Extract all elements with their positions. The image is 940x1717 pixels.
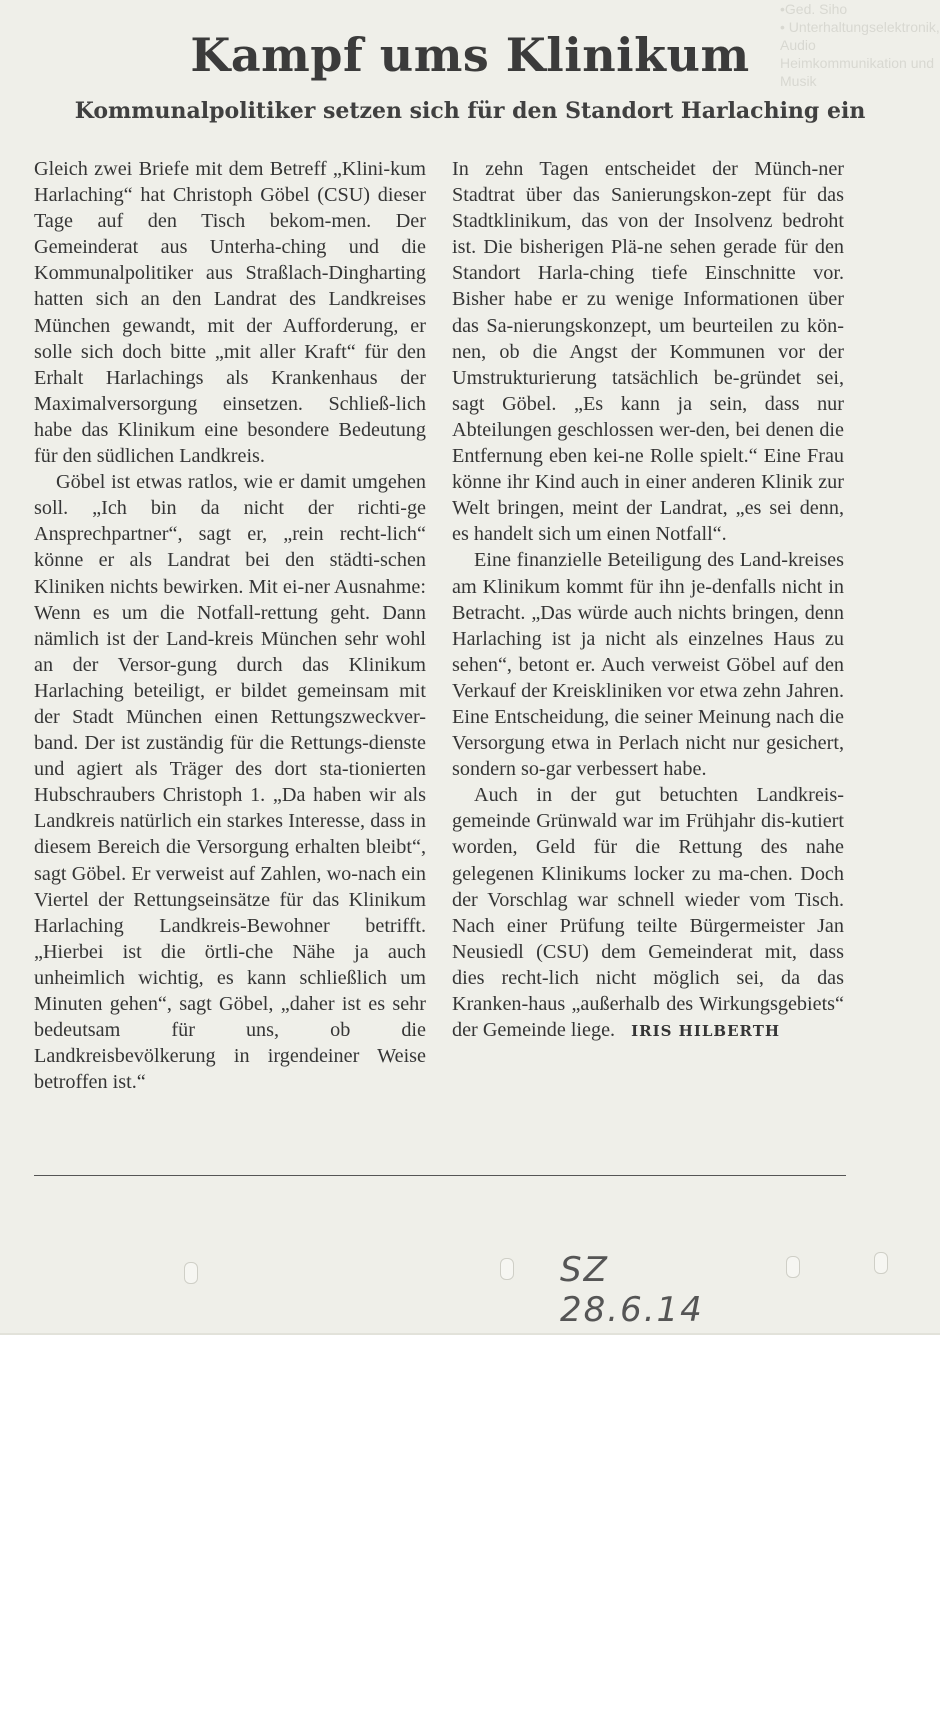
byline: IRIS HILBERTH [631,1022,781,1041]
paragraph: In zehn Tagen entscheidet der Münch-ner Stadtrat über das Sanierungskon-zept für das Stadtklinikum, das von der Insolvenz bedroht ist. Die bisherigen Plä-ne sehen gerade für den Standort Harla-ching tiefe Einschnitte vor. Bisher habe er zu wenige Informationen über das Sa-nierungskonzept, um beurteilen zu kön-nen, ob die Angst der Kommunen vor der Umstrukturierung tatsächlich be-gründet sei, sagt Göbel. „Es kann ja sein, dass nur Abteilungen geschlossen wer-den, bei denen die Entfernung eben kei-ne Rolle spielt.“ Eine Frau könne ihr Kind auch in einer anderen Klinik zur Welt bringen, meint der Landrat, „es sei denn, es handelt sich um einen Notfall“. [452,158,844,546]
left-column [34,156,426,1095]
subtitle: Kommunalpolitiker setzen sich für den Standort Harlaching ein [74,98,866,124]
staple-hole [500,1258,514,1280]
bleed-through-text: •Ged. Siho • Unterhaltungselektronik, Audio Heimkommunikation und Musik [780,1,940,89]
staple-hole [184,1262,198,1284]
paragraph-text: Auch in der gut betuchten Landkreis-gemeinde Grünwald war im Frühjahr dis-kutiert worden, Geld für die Rettung des nahe gelegenen Klinikums locker zu ma-chen. Doch der Vorschlag war schnell wieder vom Tisch. Nach einer Prüfung teilte Bürgermeister Jan Neusiedl (CSU) dem Gemeinderat mit, dass dies recht-lich nicht möglich sei, da das Kranken-haus „außerhalb des Wirkungsgebiets“ der Gemeinde liege. [452,784,844,1042]
paragraph: Gleich zwei Briefe mit dem Betreff „Klini-kum Harlaching“ hat Christoph Göbel (CSU) dieser Tage auf den Tisch bekom-men. Der Gemeinderat aus Unterha-ching und die Kommunalpolitiker aus Straßlach-Dingharting hatten sich an den Landrat des Landkreises München gewandt, mit der Aufforderung, er solle sich doch bitte „mit aller Kraft“ für den Erhalt Harlachings als Krankenhaus der Maximalversorgung einsetzen. Schließ-lich habe das Klinikum eine besondere Bedeutung für den südlichen Landkreis. [34,158,426,468]
paragraph: Eine finanzielle Beteiligung des Land-kreises am Klinikum kommt für ihn je-denfalls nicht in Betracht. „Das würde auch nichts bringen, denn Harlaching ist ja nicht als einzelnes Haus zu sehen“, betont er. Auch verweist Göbel auf den Verkauf der Kreiskliniken vor etwa zehn Jahren. Eine Entscheidung, die seiner Meinung nach die Versorgung etwa in Perlach nicht nur gesichert, sondern so-gar verbessert habe. [452,549,844,781]
staple-hole [786,1256,800,1278]
headline: Kampf ums Klinikum [190,28,750,82]
right-column [452,156,844,1044]
paragraph: Göbel ist etwas ratlos, wie er damit umgehen soll. „Ich bin da nicht der richti-ge Ansprechpartner“, sagt er, „rein recht-lich“ könne er als Landrat bei den städti-schen Kliniken nichts bewirken. Mit ei-ner Ausnahme: Wenn es um die Notfall-rettung geht. Dann nämlich ist der Land-kreis München sehr wohl an der Versor-gung durch das Klinikum Harlaching beteiligt, er bildet gemeinsam mit der Stadt München einen Rettungszweckver-band. Der ist zuständig für die Rettungs-dienste und agiert als Träger des dort sta-tionierten Hubschraubers Christoph 1. „Da haben wir als Landkreis natürlich ein starkes Interesse, dass in diesem Bereich die Versorgung erhalten bleibt“, sagt Göbel. Er verweist auf Zahlen, wo-nach ein Viertel der Rettungseinsätze für das Klinikum Harlaching Landkreis-Bewohner betrifft. „Hierbei ist die örtli-che Nähe ja auch unheimlich wichtig, es kann schließlich um Minuten gehen“, sagt Göbel, „daher ist es sehr bedeutsam für uns, ob die Landkreisbevölkerung in irgendeiner Weise betroffen ist.“ [34,471,426,1094]
staple-hole [874,1252,888,1274]
handwritten-date: SZ 28.6.14 [560,1250,704,1330]
article-divider [34,1175,846,1176]
paragraph-last [452,782,844,1044]
